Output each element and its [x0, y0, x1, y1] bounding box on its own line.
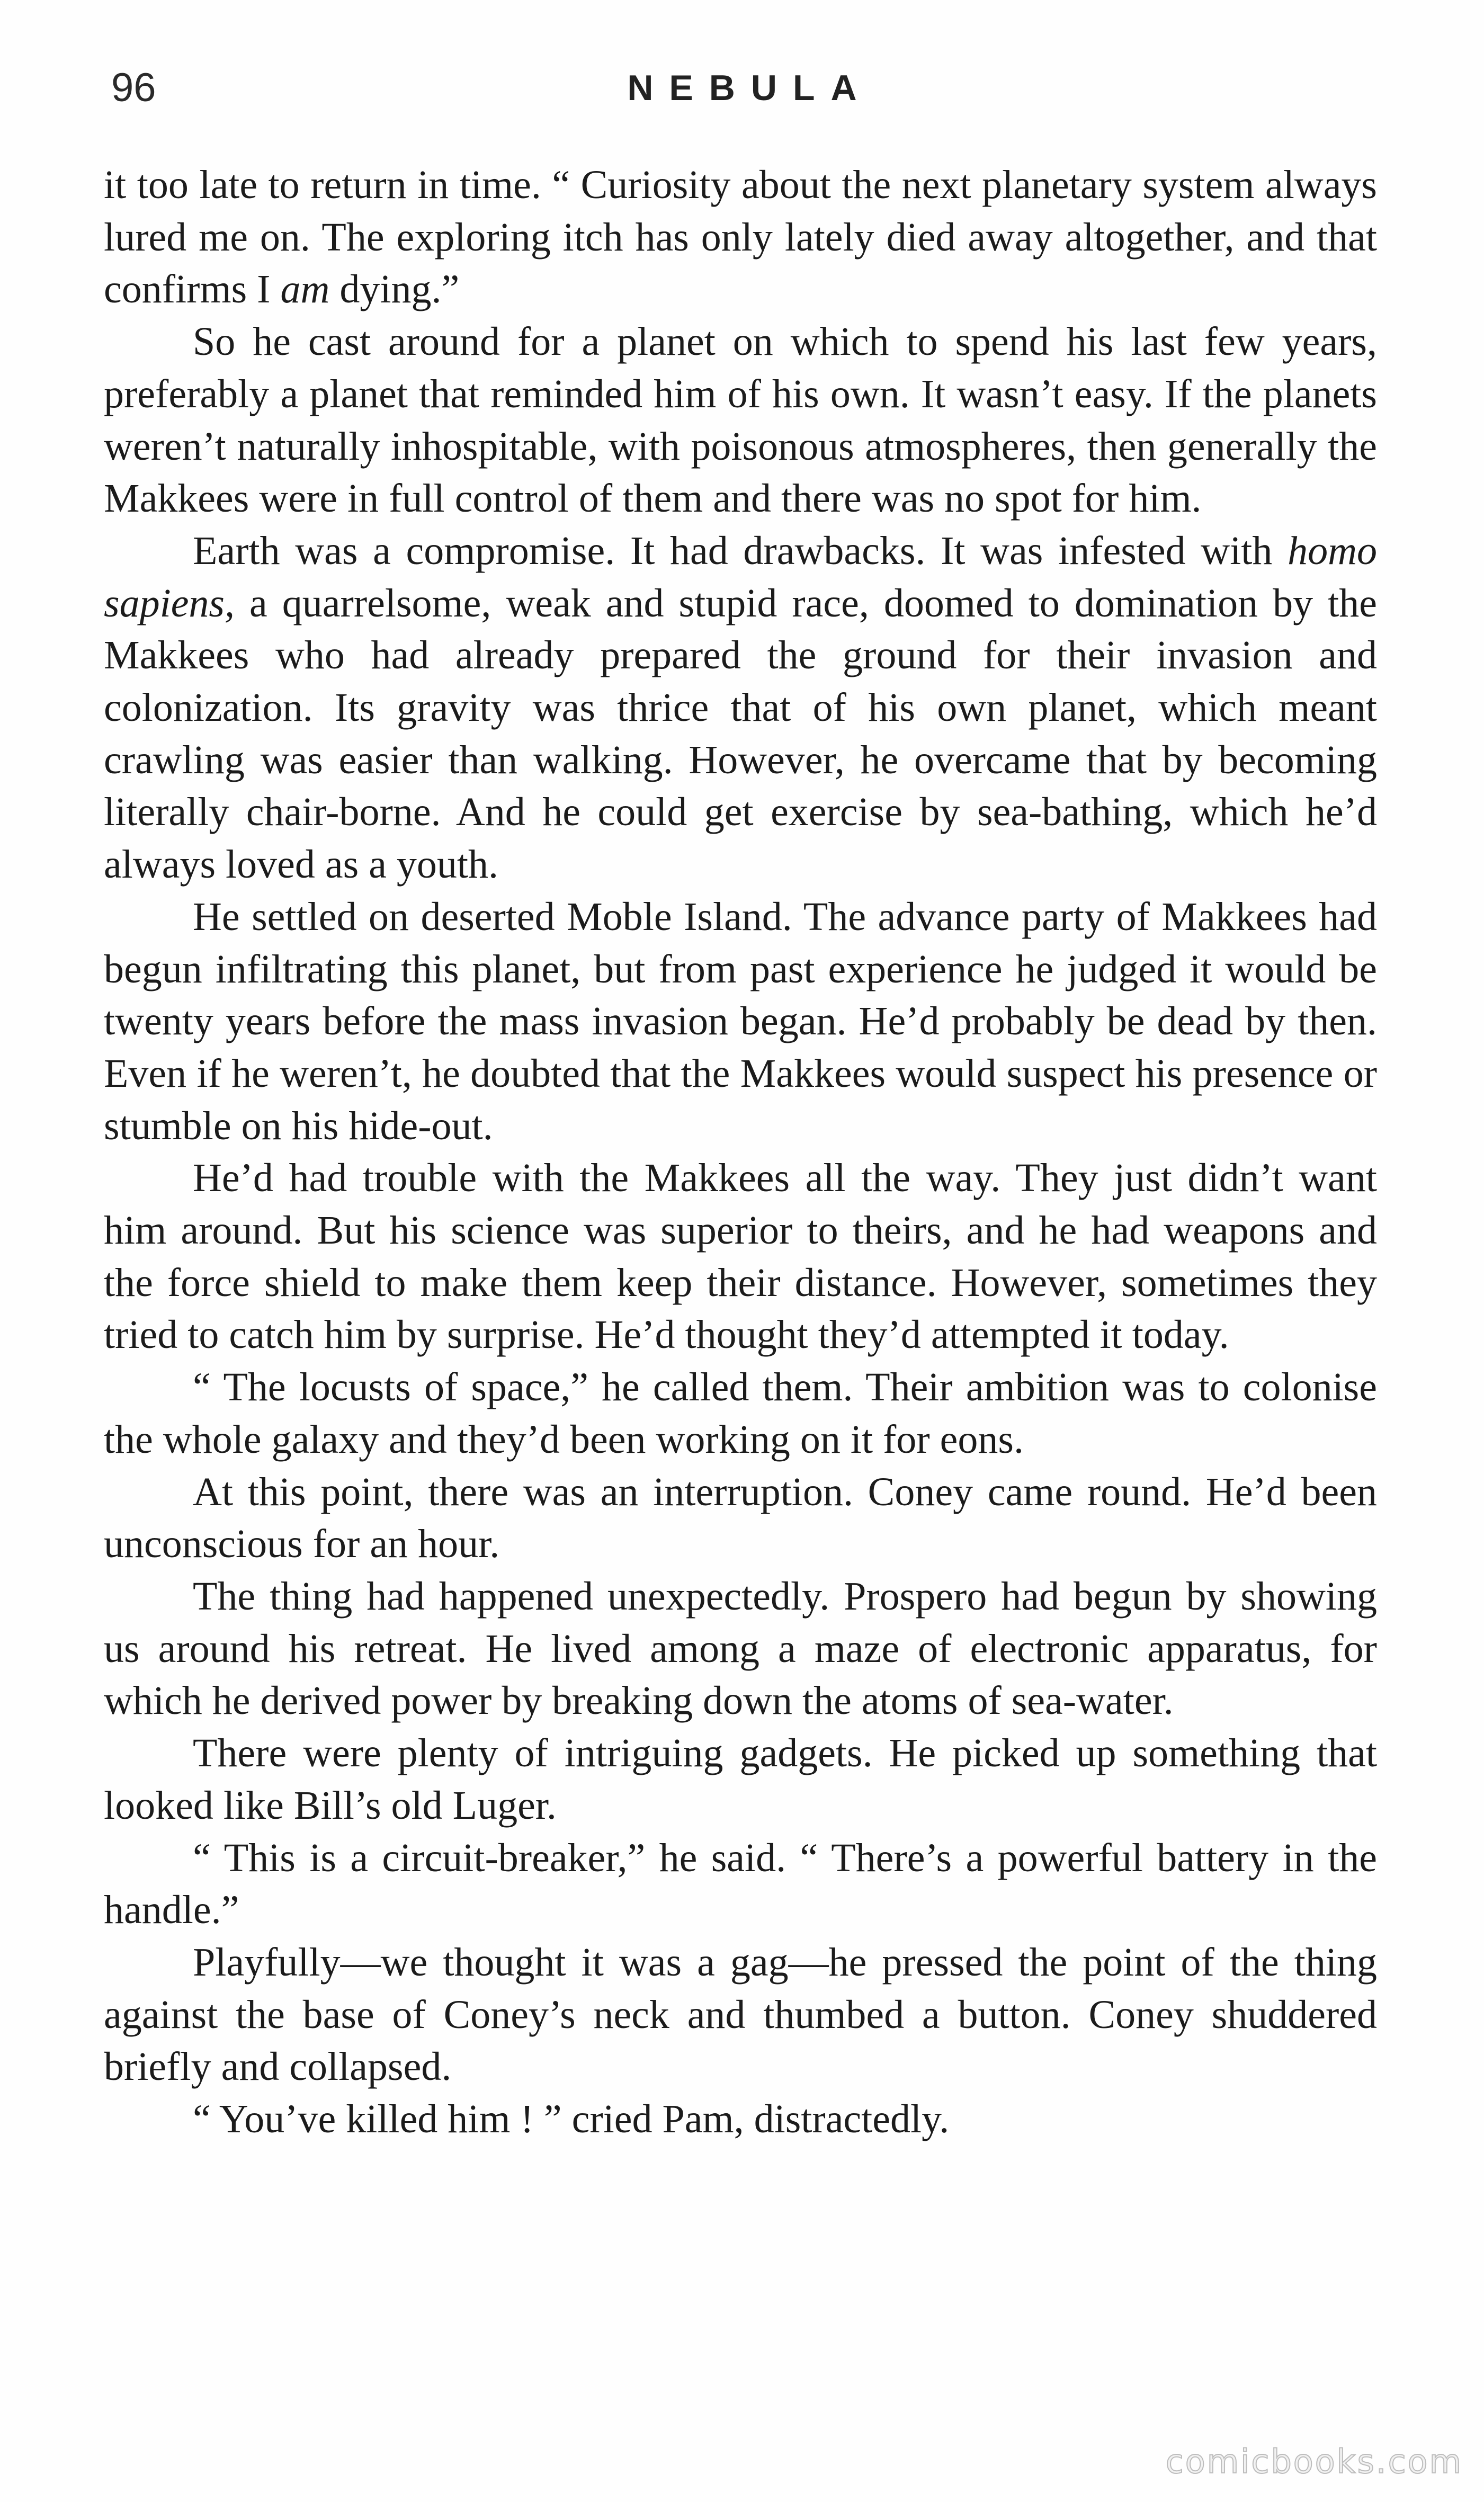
paragraph: Playfully—we thought it was a gag—he pressed the point of the thing against the base of Coney’s neck and thumbed a button. Coney shuddered briefly and collapsed. — [104, 1940, 1377, 2089]
paragraph: He settled on deserted Moble Island. The advance party of Makkees had begun infiltrating this planet, but from past experience he judged it would be twenty years before the mass invasion began. He’d probably be dead by then. Even if he weren’t, he doubted that the Makkees would suspect his presence or stumble on his hide-out. — [104, 894, 1377, 1148]
page-header — [0, 58, 1484, 122]
watermark: comicbooks.com — [1165, 2442, 1463, 2481]
paragraph: “ This is a circuit-breaker,” he said. “ There’s a powerful battery in the handle.” — [104, 1835, 1377, 1933]
paragraph: There were plenty of intriguing gadgets. He picked up something that looked like Bill’s old Luger. — [104, 1731, 1377, 1828]
paragraph: The thing had happened unexpectedly. Prospero had begun by showing us around his retreat. He lived among a maze of electronic apparatus, for which he derived power by breaking down the atoms of sea-water. — [104, 1574, 1377, 1723]
paragraph: “ The locusts of space,” he called them. Their ambition was to colonise the whole galaxy and they’d been working on it for eons. — [104, 1365, 1377, 1462]
paragraph: Earth was a compromise. It had drawbacks. It was infested with homo sapiens, a quarrelsome, weak and stupid race, doomed to domination by the Makkees who had already prepared the ground for their invasion and colonization. Its gravity was thrice that of his own planet, which meant crawling was easier than walking. However, he overcame that by becoming literally chair-borne. And he could get exercise by sea-bathing, which he’d always loved as a youth. — [104, 528, 1377, 887]
paragraph: “ You’ve killed him ! ” cried Pam, distractedly. — [193, 2097, 950, 2142]
paragraph: At this point, there was an interruption. Coney came round. He’d been unconscious for an hour. — [104, 1469, 1377, 1567]
paragraph: So he cast around for a planet on which to spend his last few years, preferably a planet that reminded him of his own. It wasn’t easy. If the planets weren’t naturally inhospitable, with poisonous atmospheres, then generally the Makkees were in full control of them and there was no spot for him. — [104, 319, 1377, 521]
paragraph: it too late to return in time. “ Curiosity about the next planetary system always lured me on. The exploring itch has only lately died away altogether, and that confirms I am dying.” — [104, 163, 1377, 312]
page-number: 96 — [111, 65, 156, 110]
running-head: NEBULA — [627, 68, 873, 108]
body-text — [104, 159, 1377, 2410]
paragraph: He’d had trouble with the Makkees all the way. They just didn’t want him around. But his science was superior to theirs, and he had weapons and the force shield to make them keep their distance. However, sometimes they tried to catch him by surprise. He’d thought they’d attempted it today. — [104, 1156, 1377, 1357]
